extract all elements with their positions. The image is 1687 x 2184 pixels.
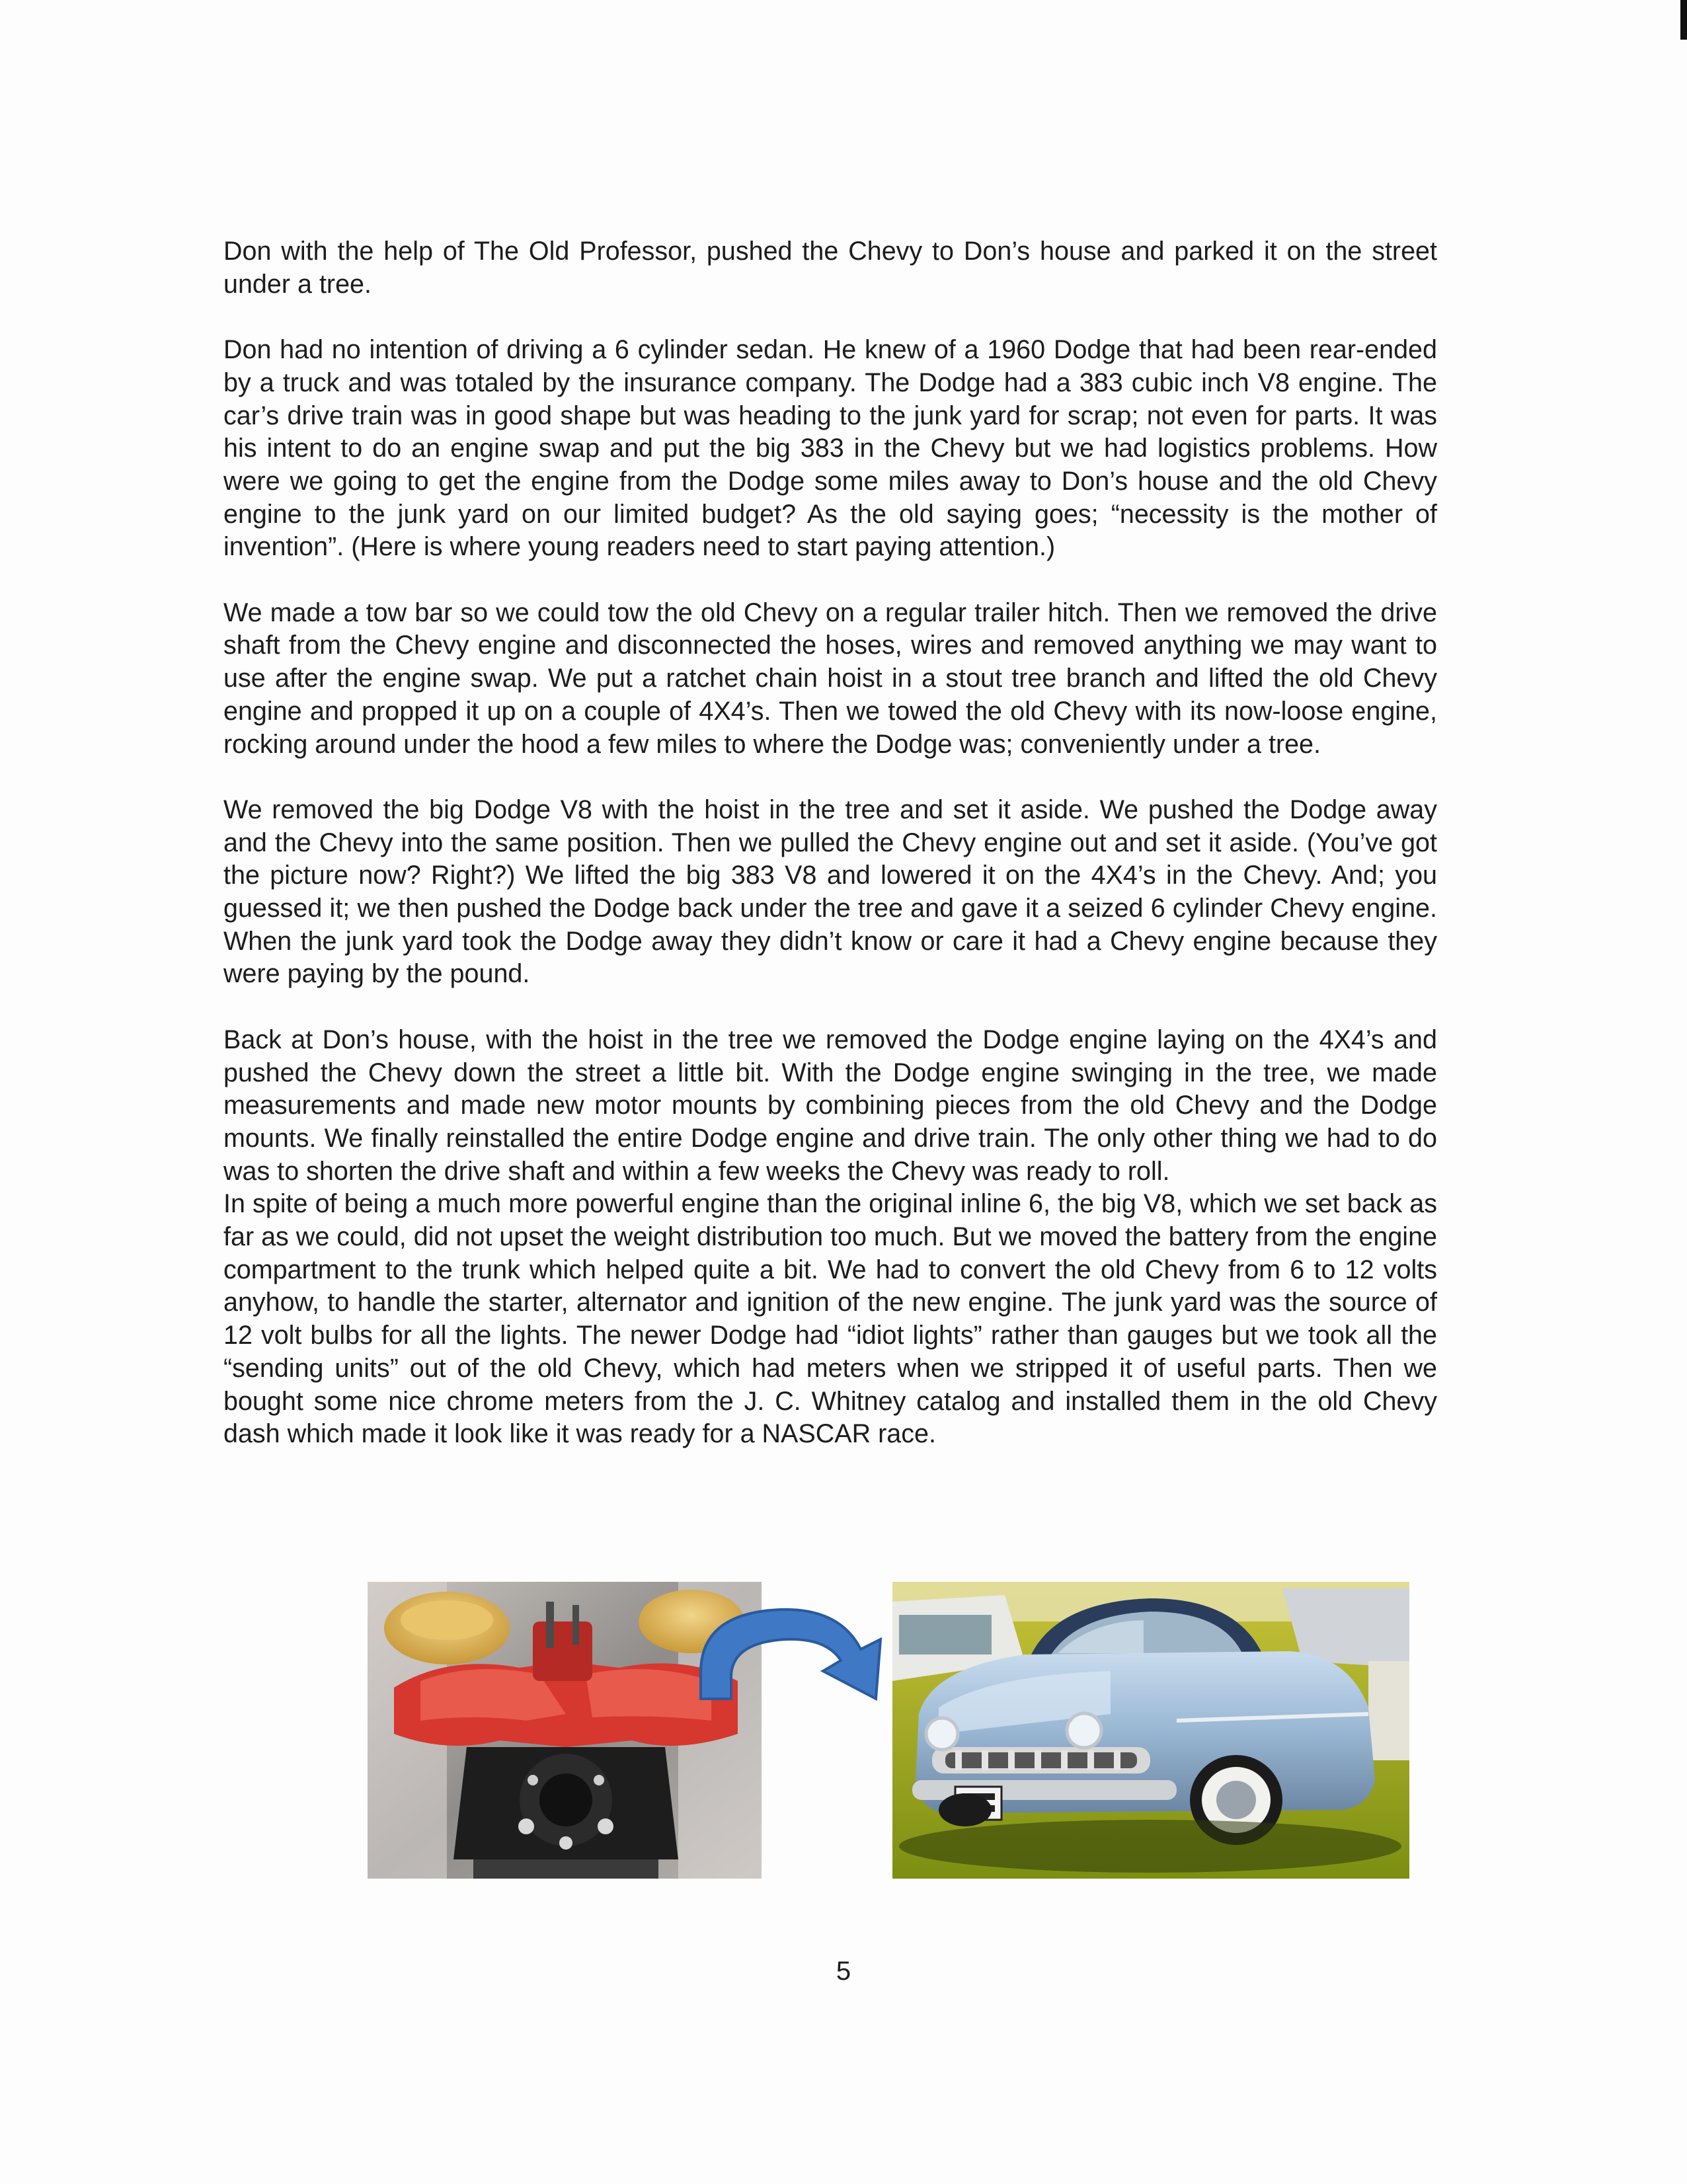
paragraph-3: We made a tow bar so we could tow the old Chevy on a regular trailer hitch. Then we removed the drive shaft from the Chevy engine and disconnected the hoses, wires and removed anything we may want to use after the engine swap. We put a ratchet chain hoist in a stout tree branch and lifted the old Chevy engine and propped it up on a couple of 4X4’s. Then we towed the old Chevy with its now-loose engine, rocking around under the hood a few miles to where the Dodge was; conveniently under a tree. bbox=[223, 598, 1437, 759]
paragraph-1: Don with the help of The Old Professor, pushed the Chevy to Don’s house and parked it on the street under a tree. bbox=[223, 237, 1437, 299]
paragraph-5: Back at Don’s house, with the hoist in the tree we removed the Dodge engine laying on the 4X4’s and pushed the Chevy down the street a little bit. With the Dodge engine swinging in the tree, we made measurements and made new motor mounts by combining pieces from the old Chevy and the Dodge mounts. We finally reinstalled the entire Dodge engine and drive train. The only other thing we had to do was to shorten the drive shaft and within a few weeks the Chevy was ready to roll. bbox=[223, 1025, 1437, 1186]
chevy-car-photo bbox=[892, 1582, 1409, 1879]
curved-arrow-icon bbox=[687, 1593, 899, 1705]
paragraph-2: Don had no intention of driving a 6 cylinder sedan. He knew of a 1960 Dodge that had been rear-ended by a truck and was totaled by the insurance company. The Dodge had a 383 cubic inch V8 engine. The car’s drive train was in good shape but was heading to the junk yard for scrap; not even for parts. It was his intent to do an engine swap and put the big 383 in the Chevy but we had logistics problems. How were we going to get the engine from the Dodge some miles away to Don’s house and the old Chevy engine to the junk yard on our limited budget? As the old saying goes; “necessity is the mother of invention”. (Here is where young readers need to start paying attention.) bbox=[223, 335, 1437, 562]
scan-edge-mark bbox=[1680, 0, 1687, 40]
car-illustration bbox=[892, 1582, 1409, 1879]
paragraph-4: We removed the big Dodge V8 with the hoist in the tree and set it aside. We pushed the Dodge away and the Chevy into the same position. Then we pulled the Chevy engine out and set it aside. (You’ve got the picture now? Right?) We lifted the big 383 V8 and lowered it on the 4X4’s in the Chevy. And; you guessed it; we then pushed the Dodge back under the tree and gave it a seized 6 cylinder Chevy engine. When the junk yard took the Dodge away they didn’t know or care it had a Chevy engine because they were paying by the pound. bbox=[223, 795, 1437, 989]
page-number: 5 bbox=[836, 1957, 851, 1986]
body-text bbox=[223, 235, 1437, 1451]
paragraph-6: In spite of being a much more powerful engine than the original inline 6, the big V8, which we set back as far as we could, did not upset the weight distribution too much. But we moved the battery from the engine compartment to the trunk which helped quite a bit. We had to convert the old Chevy from 6 to 12 volts anyhow, to handle the starter, alternator and ignition of the new engine. The junk yard was the source of 12 volt bulbs for all the lights. The newer Dodge had “idiot lights” rather than gauges but we took all the “sending units” out of the old Chevy, which had meters when we stripped it of useful parts. Then we bought some nice chrome meters from the J. C. Whitney catalog and installed them in the old Chevy dash which made it look like it was ready for a NASCAR race. bbox=[223, 1189, 1437, 1449]
